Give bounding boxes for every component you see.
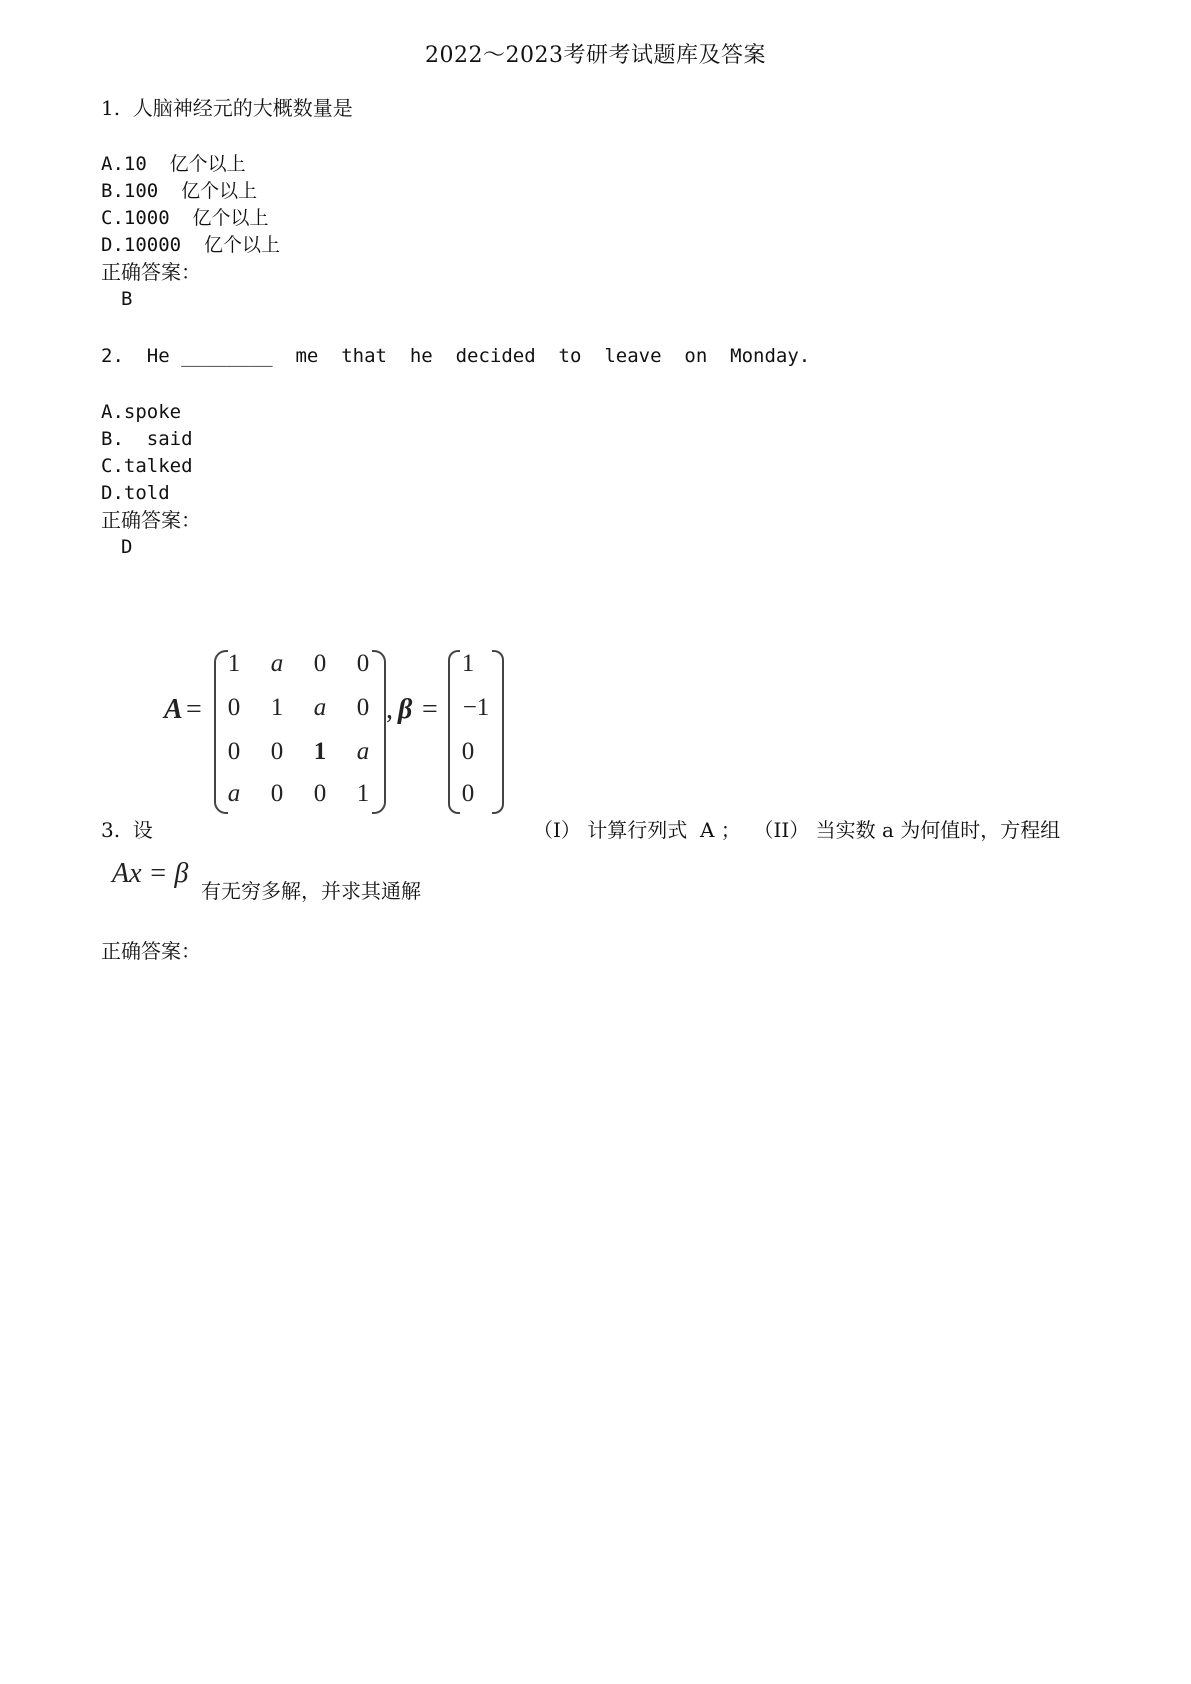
matrix-cell: 0 <box>270 738 284 765</box>
question-1-option-d: D.10000 亿个以上 <box>101 234 280 256</box>
matrix-cell: 0 <box>356 650 370 677</box>
matrix-cell: a <box>313 694 327 721</box>
matrix-cell: 0 <box>356 694 370 721</box>
question-2-answer: D <box>121 536 133 558</box>
matrix-cell: 0 <box>227 738 241 765</box>
vector-cell: 1 <box>461 650 475 677</box>
question-1-answer: B <box>121 288 133 310</box>
question-2-option-b: B. said <box>101 428 193 450</box>
equals-sign: = <box>422 694 438 725</box>
matrix-cell: 0 <box>227 694 241 721</box>
question-3-stem-suffix: （I） 计算行列式 A ； （II） 当实数 a 为何值时，方程组 <box>533 818 1061 842</box>
question-2-option-a: A.spoke <box>101 401 182 423</box>
matrix-cell: 0 <box>313 780 327 807</box>
matrix-cell: a <box>227 780 241 807</box>
question-1-option-b: B.100 亿个以上 <box>101 180 258 202</box>
page-title: 2022～2023考研考试题库及答案 <box>425 43 766 68</box>
question-3-stem-prefix: 3. 设 <box>101 818 153 842</box>
matrix-cell: 0 <box>313 650 327 677</box>
question-2-answer-label: 正确答案： <box>101 508 201 532</box>
question-1-option-a: A.10 亿个以上 <box>101 153 246 175</box>
vector-right-bracket <box>492 650 504 814</box>
matrix-cell: 1 <box>356 780 370 807</box>
question-3-answer-label: 正确答案： <box>101 939 201 963</box>
vector-cell: −1 <box>462 694 490 721</box>
matrix-cell: 1 <box>313 738 327 765</box>
question-1-answer-label: 正确答案： <box>101 260 201 284</box>
matrix-cell: 1 <box>227 650 241 677</box>
matrix-label: A <box>164 694 183 725</box>
equation-ax-beta: Ax = β <box>112 858 189 889</box>
matrix-cell: 1 <box>270 694 284 721</box>
question-1-option-c: C.1000 亿个以上 <box>101 207 269 229</box>
matrix-cell: 0 <box>270 780 284 807</box>
vector-label: β <box>398 694 413 725</box>
vector-cell: 0 <box>461 738 475 765</box>
equals-sign: = <box>186 694 202 725</box>
matrix-cell: a <box>356 738 370 765</box>
comma: , <box>386 694 393 725</box>
question-2-option-d: D.told <box>101 482 170 504</box>
vector-cell: 0 <box>461 780 475 807</box>
question-2-stem: 2. He ________ me that he decided to leave on Monday. <box>101 345 811 367</box>
question-2-option-c: C.talked <box>101 455 193 477</box>
matrix-cell: a <box>270 650 284 677</box>
question-3-stem-line2: 有无穷多解，并求其通解 <box>201 879 421 903</box>
question-1-stem: 1. 人脑神经元的大概数量是 <box>101 96 353 120</box>
